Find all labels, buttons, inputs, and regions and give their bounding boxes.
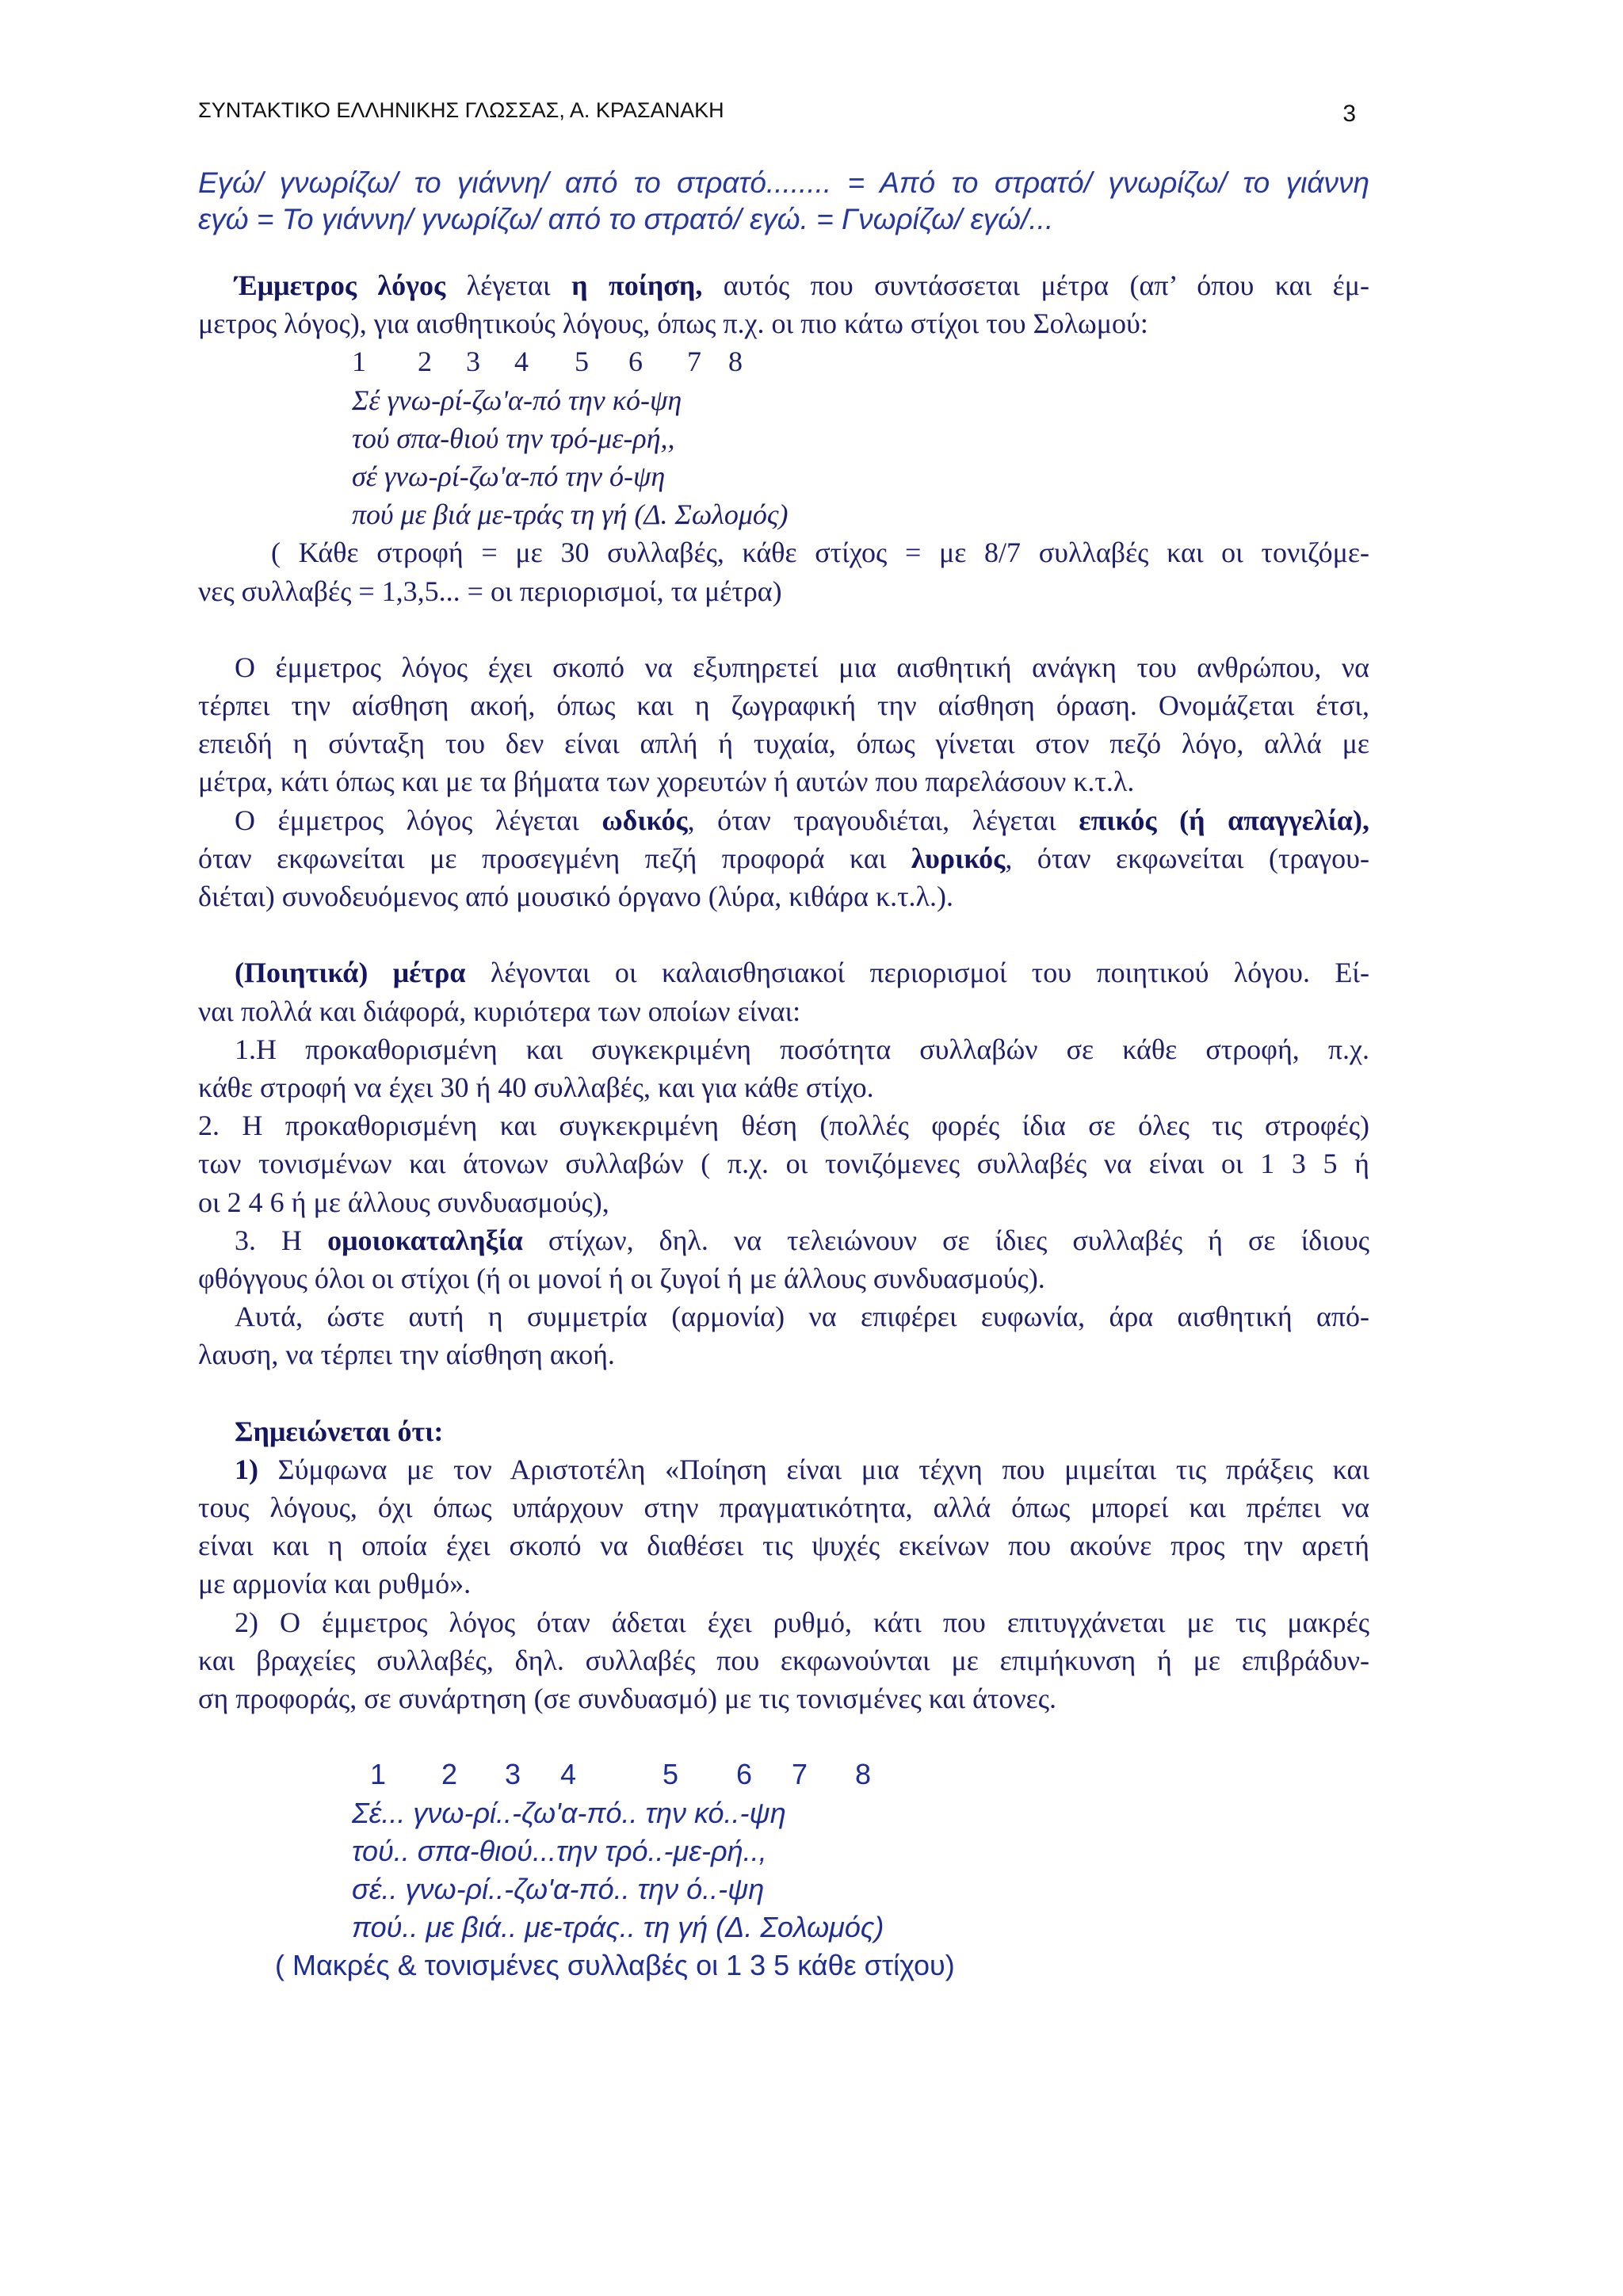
- syllable-number: 5: [663, 1758, 679, 1791]
- syllable-number: 4: [514, 346, 529, 378]
- syllable-number: 3: [505, 1758, 521, 1791]
- paragraph-gap: [0, 915, 1623, 953]
- body-line: ( Μακρές & τονισμένες συλλαβές οι 1 3 5 κάθε στίχου): [275, 1949, 955, 1982]
- body-line: μέτρα, κάτι όπως και με τα βήματα των χορευτών ή αυτών που παρελάσουν κ.τ.λ.: [198, 766, 1135, 798]
- body-line: Ο έμμετρος λόγος έχει σκοπό να εξυπηρετεί μια αισθητική ανάγκη του ανθρώπου, να: [235, 651, 1369, 683]
- text-run: όταν εκφωνείται με προσεγμένη πεζή προφορά και: [198, 842, 911, 874]
- body-line: μετρος λόγος), για αισθητικούς λόγους, όπως π.χ. οι πιο κάτω στίχοι του Σολωμού:: [198, 308, 1148, 340]
- verse-line: τού σπα-θιού την τρό-με-ρή,,: [352, 422, 675, 454]
- verse-line: Σέ γνω-ρί-ζω'α-πό την κό-ψη: [352, 384, 682, 416]
- bold-term: 1): [235, 1453, 258, 1485]
- bold-term: επικός (ή απαγγελία),: [1079, 804, 1370, 836]
- text-run: λέγεται: [445, 269, 572, 301]
- body-line: οι 2 4 6 ή με άλλους συνδυασμούς),: [198, 1186, 609, 1218]
- running-header: ΣΥΝΤΑΚΤΙΚΟ ΕΛΛΗΝΙΚΗΣ ΓΛΩΣΣΑΣ, Α. ΚΡΑΣΑΝΑΚΗ: [198, 98, 724, 122]
- verse-line: πού με βιά με-τράς τη γή (Δ. Σωλομός): [352, 499, 789, 531]
- syllable-numbers: [0, 342, 1623, 380]
- page-number: 3: [1342, 101, 1356, 127]
- body-line: ση προφοράς, σε συνάρτηση (σε συνδυασμό) με τις τονισμένες και άτονες.: [198, 1682, 1057, 1714]
- body-line: διέται) συνοδευόμενος από μουσικό όργανο (λύρα, κιθάρα κ.τ.λ.).: [198, 881, 953, 912]
- text-run: , όταν τραγουδιέται, λέγεται: [687, 804, 1079, 836]
- body-line: [235, 1450, 1369, 1488]
- body-line: [235, 953, 1369, 991]
- body-line: [235, 801, 1369, 839]
- body-line: Αυτά, ώστε αυτή η συμμετρία (αρμονία) να επιφέρει ευφωνία, άρα αισθητική από-: [235, 1301, 1369, 1333]
- bold-heading: Σημειώνεται ότι:: [235, 1415, 444, 1447]
- bold-term: η ποίηση,: [571, 269, 703, 301]
- body-line: νες συλλαβές = 1,3,5... = οι περιορισμοί, τα μέτρα): [198, 575, 782, 607]
- body-line: κάθε στροφή να έχει 30 ή 40 συλλαβές, και για κάθε στίχο.: [198, 1071, 874, 1103]
- syllable-number: 2: [441, 1758, 458, 1791]
- text-run: , όταν εκφωνείται (τραγου-: [1005, 842, 1369, 874]
- body-line: λαυση, να τέρπει την αίσθηση ακοή.: [198, 1339, 615, 1371]
- body-line: τέρπει την αίσθηση ακοή, όπως και η ζωγραφική την αίσθηση όραση. Ονομάζεται έτσι,: [198, 690, 1369, 722]
- intro-line: Εγώ/ γνωρίζω/ το γιάννη/ από το στρατό........ = Από το στρατό/ γνωρίζω/ το γιάννη: [198, 166, 1369, 199]
- syllable-number: 1: [352, 346, 366, 378]
- syllable-numbers: [0, 1755, 1623, 1794]
- intro-example: [198, 165, 1369, 238]
- body-line: [235, 1221, 1369, 1259]
- text-run: λέγονται οι καλαισθησιακοί περιορισμοί του ποιητικού λόγου. Εί-: [465, 957, 1369, 989]
- paragraph-gap: [0, 1373, 1623, 1412]
- syllable-number: 2: [418, 346, 432, 378]
- syllable-number: 7: [792, 1758, 808, 1791]
- syllable-number: 8: [855, 1758, 872, 1791]
- syllable-number: 6: [628, 346, 643, 378]
- body-line: ( Κάθε στροφή = με 30 συλλαβές, κάθε στίχος = με 8/7 συλλαβές και οι τονιζόμε-: [271, 537, 1369, 569]
- verse-line: σέ.. γνω-ρί..-ζω'α-πό.. την ό..-ψη: [352, 1872, 765, 1905]
- section-heading: [235, 1412, 1369, 1450]
- body-line: 2. Η προκαθορισμένη και συγκεκριμένη θέση (πολλές φορές ίδια σε όλες τις στροφές): [198, 1110, 1369, 1142]
- body-line: ναι πολλά και διάφορά, κυριότερα των οποίων είναι:: [198, 995, 801, 1027]
- paragraph-gap: [0, 610, 1623, 648]
- text-run: αυτός που συντάσσεται μέτρα (απ’ όπου και έμ-: [702, 269, 1369, 301]
- syllable-number: 8: [728, 346, 743, 378]
- body-line: με αρμονία και ρυθμό».: [198, 1568, 472, 1600]
- bold-term: Έμμετρος λόγος: [235, 269, 446, 301]
- syllable-number: 5: [575, 346, 589, 378]
- text-run: 3. Η: [235, 1224, 328, 1256]
- syllable-number: 4: [560, 1758, 577, 1791]
- body-line: [198, 839, 1369, 877]
- bold-term: λυρικός: [911, 842, 1006, 874]
- text-run: Σύμφωνα με τον Αριστοτέλη «Ποίηση είναι μια τέχνη που μιμείται τις πράξεις και: [258, 1453, 1369, 1485]
- text-run: στίχων, δηλ. να τελειώνουν σε ίδιες συλλαβές ή σε ίδιους: [522, 1224, 1369, 1256]
- verse-line: τού.. σπα-θιού...την τρό..-με-ρή..,: [352, 1834, 767, 1867]
- verse-line: σέ γνω-ρί-ζω'α-πό την ό-ψη: [352, 460, 666, 492]
- body-line: και βραχείες συλλαβές, δηλ. συλλαβές που εκφωνούνται με επιμήκυνση ή με επιβράδυν-: [198, 1644, 1369, 1676]
- body-line: φθόγγους όλοι οι στίχοι (ή οι μονοί ή οι ζυγοί ή με άλλους συνδυασμούς).: [198, 1262, 1045, 1294]
- syllable-number: 7: [687, 346, 701, 378]
- body-line: επειδή η σύνταξη του δεν είναι απλή ή τυχαία, όπως γίνεται στον πεζό λόγο, αλλά με: [198, 728, 1369, 760]
- syllable-number: 6: [736, 1758, 753, 1791]
- syllable-number: 3: [466, 346, 480, 378]
- paragraph-gap: [0, 1717, 1623, 1755]
- verse-line: πού.. με βιά.. με-τράς.. τη γή (Δ. Σολωμός): [352, 1911, 884, 1944]
- body-line: των τονισμένων και άτονων συλλαβών ( π.χ. οι τονιζόμενες συλλαβές να είναι οι 1 3 5 ή: [198, 1148, 1369, 1180]
- text-run: Ο έμμετρος λόγος λέγεται: [235, 804, 602, 836]
- body-line: τους λόγους, όχι όπως υπάρχουν στην πραγματικότητα, αλλά όπως μπορεί και πρέπει να: [198, 1492, 1369, 1523]
- bold-term: (Ποιητικά) μέτρα: [235, 957, 466, 989]
- bold-term: ομοιοκαταληξία: [327, 1224, 523, 1256]
- bold-term: ωδικός: [601, 804, 688, 836]
- verse-line: Σέ... γνω-ρί..-ζω'α-πό.. την κό..-ψη: [352, 1796, 786, 1829]
- intro-line: εγώ = Το γιάννη/ γνωρίζω/ από το στρατό/ εγώ. = Γνωρίζω/ εγώ/...: [198, 203, 1054, 235]
- body-line: [235, 266, 1369, 304]
- syllable-number: 1: [370, 1758, 387, 1791]
- body-line: 1.Η προκαθορισμένη και συγκεκριμένη ποσότητα συλλαβών σε κάθε στροφή, π.χ.: [235, 1033, 1369, 1065]
- body-line: είναι και η οποία έχει σκοπό να διαθέσει τις ψυχές εκείνων που ακούνε προς την αρετή: [198, 1530, 1369, 1562]
- page-body: [0, 266, 1623, 1985]
- body-line: 2) Ο έμμετρος λόγος όταν άδεται έχει ρυθμό, κάτι που επιτυγχάνεται με τις μακρές: [235, 1606, 1369, 1638]
